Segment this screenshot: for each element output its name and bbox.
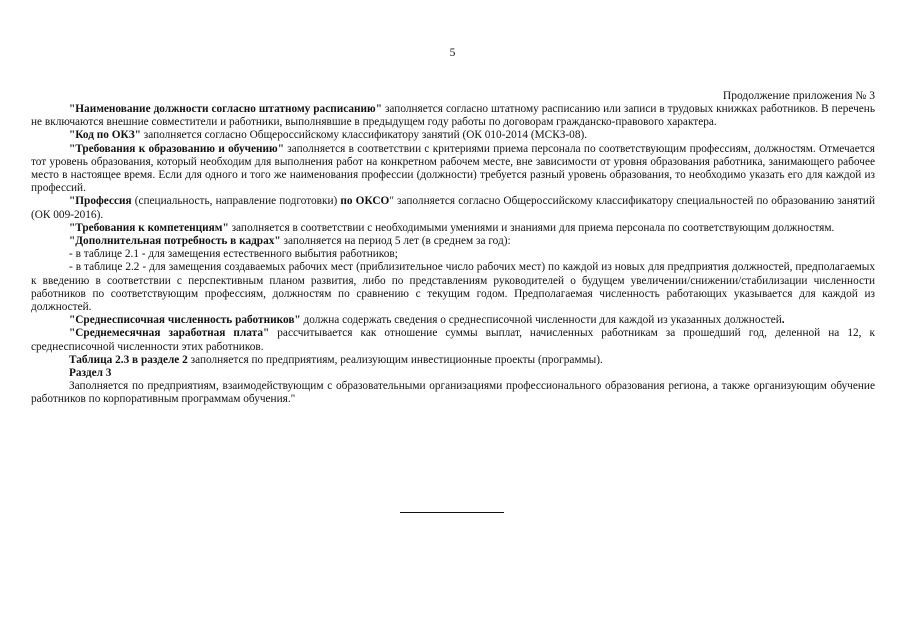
paragraph-text: (специальность, направление подготовки) <box>131 195 341 208</box>
term-average-monthly-salary: "Среднемесячная заработная плата" <box>69 327 270 340</box>
term-profession: "Профессия <box>69 195 132 208</box>
paragraph-position-name <box>31 103 875 129</box>
term-competency-requirements: "Требования к компетенциям" <box>69 221 229 234</box>
paragraph-education-requirements <box>31 143 875 196</box>
section-3-heading: Раздел 3 <box>69 367 112 380</box>
list-item-text: - в таблице 2.2 - для замещения создаваемых рабочих мест (приблизительное число рабочих мест) по каждой из новых для предприятия должностей, предполагаемых к введению в соответствии с перспективным планом развития, либо по представлениям руководителей о будущем увеличении/снижении/стабилизации численности работников по соответствующим профессиям, должностям по сравнению с текущим годом. Предполагаемая численность работающих указывается для каждой из должностей. <box>31 261 875 314</box>
term-okz-code: "Код по ОКЗ" <box>69 129 141 142</box>
paragraph-end-mark: . <box>781 314 785 327</box>
paragraph-text: должна содержать сведения о среднесписочной численности для каждой из указанных должностей <box>300 314 782 327</box>
term-additional-staff-need: "Дополнительная потребность в кадрах" <box>69 235 281 248</box>
list-item-table-2-1 <box>31 248 875 261</box>
paragraph-text: заполняется по предприятиям, реализующим инвестиционные проекты (программы). <box>187 353 603 366</box>
term-table-2-3: Таблица 2.3 в разделе 2 <box>69 353 188 366</box>
closing-divider-line <box>400 512 504 513</box>
list-item-table-2-2 <box>31 261 875 314</box>
paragraph-table-2-3 <box>31 354 875 367</box>
paragraph-competency-requirements <box>31 222 875 235</box>
term-okso: по ОКСО <box>340 195 390 208</box>
paragraph-text: заполняется согласно Общероссийскому классификатору занятий (ОК 010-2014 (МСКЗ-08). <box>140 129 588 142</box>
paragraph-okz-code <box>31 129 875 142</box>
paragraph-average-headcount <box>31 314 875 327</box>
paragraph-section-3 <box>31 380 875 406</box>
paragraph-text: рассчитывается как отношение суммы выплат, начисленных работникам за прошедший год, деленной на 12, к среднесписочной численности этих работников. <box>31 327 875 353</box>
paragraph-average-monthly-salary <box>31 327 875 353</box>
document-body <box>31 103 875 407</box>
paragraph-text: " заполняется согласно Общероссийскому классификатору специальностей по образованию занятий (ОК 009-2016). <box>31 195 875 221</box>
term-education-requirements: "Требования к образованию и обучению" <box>69 142 284 155</box>
paragraph-text: заполняется в соответствии с критериями приема персонала по соответствующим профессиям, должностям. Отмечается тот уровень образования, который необходим для выполнения работ на конкретном рабочем месте, вне зависимости от уровня образования работника, занимающего рабочее место в настоящее время. Если для одного и того же наименования профессии (должности) требуется разный уровень образования, то необходимо указать его для каждой из профессий. <box>31 142 875 195</box>
list-item-text: - в таблице 2.1 - для замещения естественного выбытия работников; <box>69 248 398 261</box>
paragraph-okso-profession <box>31 195 875 221</box>
paragraph-text: заполняется в соответствии с необходимыми умениями и знаниями для приема персонала по соответствующим должностям. <box>228 221 835 234</box>
term-average-headcount: "Среднесписочная численность работников" <box>69 314 301 327</box>
term-position-name: "Наименование должности согласно штатному расписанию" <box>69 103 382 115</box>
paragraph-text: заполняется согласно штатному расписанию или записи в трудовых книжках работников. В перечень не включаются внешние совместители и работники, выполнявшие в предыдущем году работы по договорам гражданско-правового характера. <box>31 103 875 129</box>
paragraph-text: Заполняется по предприятиям, взаимодействующим с образовательными организациями профессионального образования региона, а также организующим обучение работников по корпоративным программам обучения." <box>31 380 875 406</box>
appendix-continuation-label: Продолжение приложения № 3 <box>722 90 875 102</box>
paragraph-additional-staff-need <box>31 235 875 248</box>
paragraph-text: заполняется на период 5 лет (в среднем за год): <box>280 235 511 248</box>
page-number: 5 <box>449 47 456 59</box>
